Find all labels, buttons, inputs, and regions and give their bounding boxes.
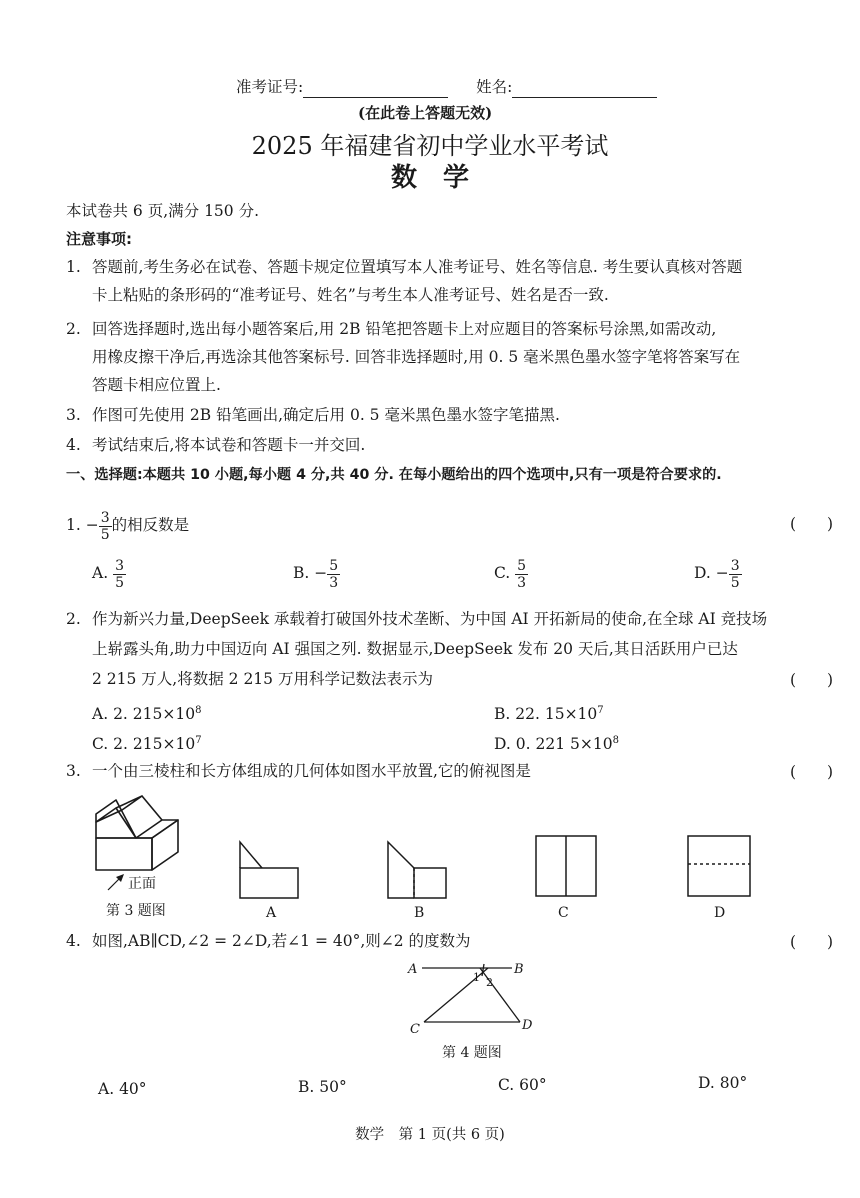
q2-line-3: 2 215 万人,将数据 2 215 万用科学记数法表示为: [92, 670, 433, 688]
notice-2-num: 2.: [66, 320, 81, 338]
section-1-heading: 一、选择题:本题共 10 小题,每小题 4 分,共 40 分. 在每小题给出的四个选项中,只有一项是符合要求的.: [66, 467, 722, 483]
q2-option-c: [92, 730, 202, 755]
q4-number: 4.: [66, 932, 81, 950]
option-label: A.: [98, 1080, 115, 1098]
option-value: 40°: [119, 1080, 147, 1098]
q2-line-1: 作为新兴力量,DeepSeek 承载着打破国外技术垄断、为中国 AI 开拓新局的使命,在全球 AI 竞技场: [92, 610, 768, 628]
exam-id-blank: [303, 79, 448, 98]
q2-answer-paren: ( ): [790, 671, 834, 689]
q2-option-b: [494, 700, 604, 725]
box-side-face: [152, 820, 178, 870]
numerator: 3: [115, 557, 124, 574]
q4-option-c: [498, 1074, 547, 1096]
q3-option-d-label[interactable]: D: [714, 905, 726, 921]
question-1: [66, 508, 189, 543]
point-c: C: [410, 1022, 420, 1037]
option-base: 2. 215×10: [113, 735, 196, 754]
notice-4-line-1: 考试结束后,将本试卷和答题卡一并交回.: [92, 436, 366, 454]
option-label: D.: [494, 735, 511, 754]
denominator: 5: [730, 574, 740, 591]
point-d: D: [522, 1018, 533, 1033]
q1-option-d: [694, 556, 742, 591]
q1-option-a: [92, 556, 126, 591]
q4-figure-caption: 第 4 题图: [442, 1045, 502, 1061]
option-sign: −: [715, 564, 729, 582]
q2-line-2: 上崭露头角,助力中国迈向 AI 强国之列. 数据显示,DeepSeek 发布 20 天后,其日活跃用户已达: [92, 640, 738, 658]
q3-figure-caption: 第 3 题图: [106, 903, 166, 919]
option-fraction: [327, 558, 340, 591]
prism-edge: [116, 808, 136, 838]
option-label: D.: [698, 1074, 715, 1092]
option-exponent: 7: [597, 705, 604, 716]
q3-front-label: 正面: [128, 876, 156, 892]
q3-option-d-figure: [686, 834, 754, 900]
q4-text: 如图,AB∥CD,∠2 = 2∠D,若∠1 = 40°,则∠2 的度数为: [92, 932, 471, 950]
option-base: 0. 221 5×10: [515, 735, 613, 754]
q3-option-a-figure: [236, 838, 302, 902]
notice-1-line-1: 答题前,考生务必在试卷、答题卡规定位置填写本人准考证号、姓名等信息. 考生要认真核对答题: [92, 258, 743, 276]
notice-4-num: 4.: [66, 436, 81, 454]
exam-id-row: [236, 76, 657, 98]
option-fraction: [729, 558, 742, 591]
option-value: 80°: [719, 1074, 748, 1092]
option-fraction: [515, 558, 528, 591]
angle-1-label: 1: [473, 971, 480, 984]
q3-option-c-figure: [532, 834, 600, 900]
q4-option-a: [98, 1078, 147, 1100]
q1-option-c: [494, 556, 528, 591]
option-label: C.: [498, 1076, 515, 1094]
q3-number: 3.: [66, 762, 81, 780]
numerator: 3: [730, 557, 740, 574]
q1-number: 1.: [66, 516, 81, 534]
q1-text: 的相反数是: [111, 516, 190, 534]
denominator: 3: [329, 574, 339, 591]
q3-option-b-label[interactable]: B: [414, 905, 425, 921]
option-value: 50°: [319, 1078, 347, 1096]
option-label: B.: [298, 1078, 315, 1096]
option-base: 2. 215×10: [113, 705, 196, 724]
notice-1-num: 1.: [66, 258, 81, 276]
q4-option-b: [298, 1076, 347, 1098]
q1-answer-paren: ( ): [790, 515, 834, 533]
intro-text: 本试卷共 6 页,满分 150 分.: [66, 202, 260, 220]
option-label: B.: [494, 705, 511, 724]
q4-option-d: [698, 1072, 747, 1094]
notice-heading: 注意事项:: [66, 230, 132, 248]
option-value: 60°: [519, 1076, 547, 1094]
option-label: B.: [293, 564, 310, 582]
subject-title: 数 学: [390, 163, 469, 193]
q3-option-c-label[interactable]: C: [558, 905, 569, 921]
point-a: A: [408, 962, 418, 977]
q3-text: 一个由三棱柱和长方体组成的几何体如图水平放置,它的俯视图是: [92, 762, 531, 780]
q1-neg-sign: −: [85, 516, 99, 534]
q1-fraction: [99, 510, 112, 543]
q4-answer-paren: ( ): [790, 933, 834, 951]
point-b: B: [514, 962, 524, 977]
option-sign: −: [314, 564, 328, 582]
box-top-face: [136, 820, 178, 838]
notice-2-line-3: 答题卡相应位置上.: [92, 376, 221, 394]
page-title: 2025 年福建省初中学业水平考试: [251, 132, 609, 160]
option-label: C.: [494, 564, 511, 582]
name-label: 姓名:: [476, 78, 513, 96]
notice-3-line-1: 作图可先使用 2B 铅笔画出,确定后用 0. 5 毫米黑色墨水签字笔描黑.: [92, 406, 560, 424]
numerator: 5: [329, 557, 339, 574]
angle-2-label: 2: [486, 976, 493, 989]
notice-2-line-2: 用橡皮擦干净后,再选涂其他答案标号. 回答非选择题时,用 0. 5 毫米黑色墨水签字笔将答案写在: [92, 348, 741, 366]
option-label: D.: [694, 564, 711, 582]
name-blank: [512, 79, 657, 98]
notice-1-line-2: 卡上粘贴的条形码的“准考证号、姓名”与考生本人准考证号、姓名是否一致.: [92, 286, 609, 304]
denominator: 5: [115, 574, 124, 591]
option-exponent: 7: [195, 735, 202, 746]
q3-option-a-label[interactable]: A: [266, 905, 277, 921]
notice-2-line-1: 回答选择题时,选出每小题答案后,用 2B 铅笔把答题卡上对应题目的答案标号涂黑,如需改动,: [92, 320, 717, 338]
option-base: 22. 15×10: [515, 705, 598, 724]
page-footer: 数学 第 1 页(共 6 页): [355, 1127, 505, 1143]
q1-option-b: [293, 556, 340, 591]
q1-denominator: 5: [100, 526, 110, 543]
q4-figure: [400, 956, 550, 1038]
option-label: A.: [92, 705, 109, 724]
q2-option-a: [92, 700, 201, 725]
q1-numerator: 3: [100, 509, 110, 526]
option-exponent: 8: [195, 705, 202, 716]
prism-back-edge: [142, 796, 162, 820]
numerator: 5: [517, 557, 527, 574]
q3-answer-paren: ( ): [790, 763, 834, 781]
invalid-note: (在此卷上答题无效): [358, 104, 493, 122]
q3-solid-figure: [88, 790, 228, 900]
denominator: 3: [517, 574, 527, 591]
box-front-face: [96, 838, 152, 870]
option-exponent: 8: [612, 735, 619, 746]
option-label: A.: [92, 564, 109, 582]
q3-option-b-figure: [384, 838, 450, 902]
option-fraction: [113, 558, 126, 591]
notice-3-num: 3.: [66, 406, 81, 424]
option-label: C.: [92, 735, 109, 754]
exam-id-label: 准考证号:: [236, 78, 304, 96]
line-vertex-tick: [482, 964, 484, 976]
q2-option-d: [494, 730, 619, 755]
q2-number: 2.: [66, 610, 81, 628]
